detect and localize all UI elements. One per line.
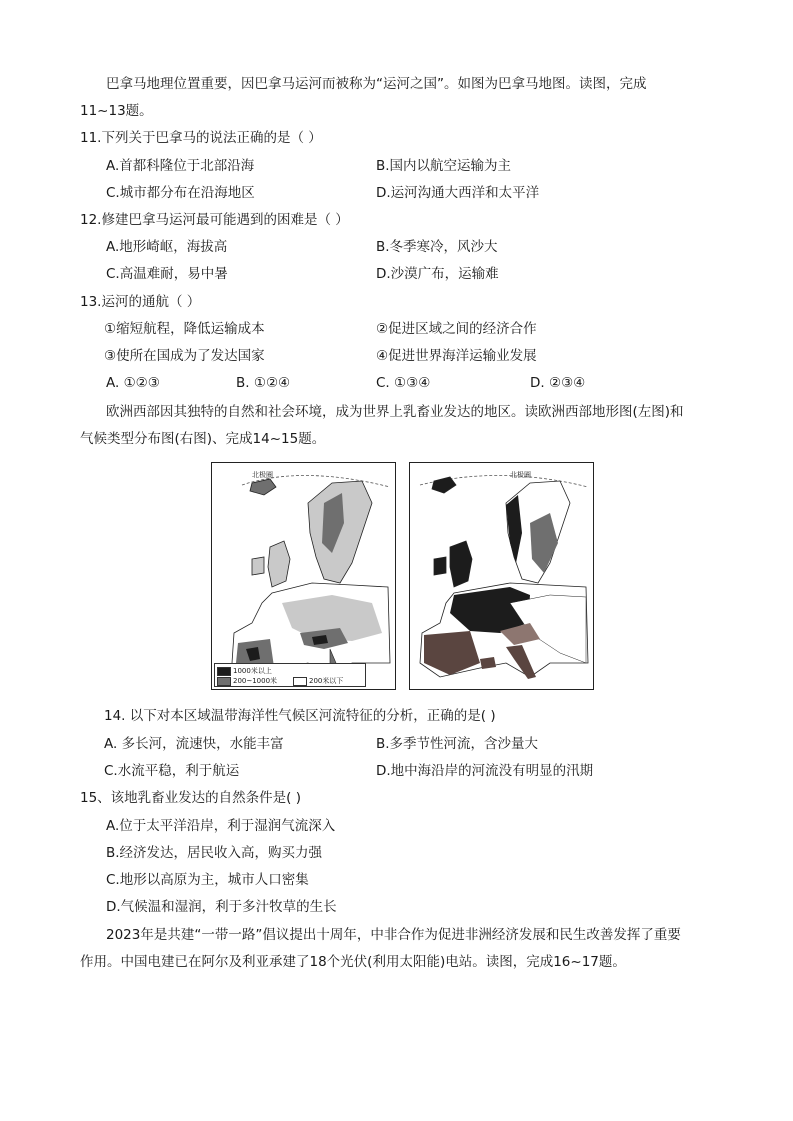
q11-option-b[interactable]: B.国内以航空运输为主 [376,158,512,174]
q13-statement-2: ②促进区域之间的经济合作 [376,321,537,337]
q13-option-c[interactable]: C. ①③④ [376,375,431,391]
q13-statement-4: ④促进世界海洋运输业发展 [376,348,537,364]
legend-swatch-light [293,677,307,686]
q15-stem: 15、该地乳畜业发达的自然条件是( ) [80,790,302,806]
climate-map [409,462,594,690]
q12-option-c[interactable]: C.高温难耐，易中暑 [106,266,228,282]
q13-statement-1: ①缩短航程，降低运输成本 [104,321,265,337]
q11-stem: 11.下列关于巴拿马的说法正确的是（ ） [80,130,322,146]
q11-option-d[interactable]: D.运河沟通大西洋和太平洋 [376,185,540,201]
q15-option-b[interactable]: B.经济发达，居民收入高，购买力强 [106,845,323,861]
q11-option-a[interactable]: A.首都科隆位于北部沿海 [106,158,255,174]
q15-option-a[interactable]: A.位于太平洋沿岸，利于湿润气流深入 [106,818,336,834]
q12-option-b[interactable]: B.冬季寒冷，风沙大 [376,239,498,255]
q13-statement-3: ③使所在国成为了发达国家 [104,348,265,364]
europe-figures [211,462,596,692]
q13-stem: 13.运河的通航（ ） [80,294,201,310]
legend-label-3: 200米以下 [309,677,344,685]
q12-option-d[interactable]: D.沙漠广布，运输难 [376,266,499,282]
climate-map-image [410,463,592,688]
intro3-line1: 2023年是共建“一带一路”倡议提出十周年，中非合作为促进非洲经济发展和民生改善发挥了重要 [106,927,681,943]
intro1-line1: 巴拿马地理位置重要，因巴拿马运河而被称为“运河之国”。如图为巴拿马地图。读图，完成 [106,76,647,92]
q13-option-b[interactable]: B. ①②④ [236,375,291,391]
q12-stem: 12.修建巴拿马运河最可能遇到的困难是（ ） [80,212,349,228]
q14-option-c[interactable]: C.水流平稳，利于航运 [104,763,240,779]
q15-option-d[interactable]: D.气候温和湿润，利于多汁牧草的生长 [106,899,337,915]
terrain-legend [214,663,366,687]
q13-option-a[interactable]: A. ①②③ [106,375,160,391]
q11-option-c[interactable]: C.城市都分布在沿海地区 [106,185,255,201]
intro2-line1: 欧洲西部因其独特的自然和社会环境，成为世界上乳畜业发达的地区。读欧洲西部地形图(左图)和 [106,404,684,420]
legend-label-2: 200~1000米 [233,677,278,685]
arctic-circle-label-right: 北极圈 [510,471,531,479]
legend-swatch-dark [217,667,231,676]
legend-label-1: 1000米以上 [233,667,272,675]
q13-option-d[interactable]: D. ②③④ [530,375,586,391]
q14-option-a[interactable]: A. 多长河，流速快，水能丰富 [104,736,284,752]
terrain-map-image [212,463,394,688]
q14-option-d[interactable]: D.地中海沿岸的河流没有明显的汛期 [376,763,594,779]
legend-swatch-mid [217,677,231,686]
arctic-circle-label-left: 北极圈 [252,471,273,479]
terrain-map [211,462,396,690]
intro2-line2: 气候类型分布图(右图)、完成14~15题。 [80,431,326,447]
intro3-line2: 作用。中国电建已在阿尔及利亚承建了18个光伏(利用太阳能)电站。读图，完成16~17题。 [80,954,626,970]
intro1-line2: 11~13题。 [80,103,153,119]
q15-option-c[interactable]: C.地形以高原为主，城市人口密集 [106,872,309,888]
q14-stem: 14. 以下对本区域温带海洋性气候区河流特征的分析，正确的是( ) [104,708,496,724]
q12-option-a[interactable]: A.地形崎岖，海拔高 [106,239,228,255]
q14-option-b[interactable]: B.多季节性河流，含沙量大 [376,736,539,752]
